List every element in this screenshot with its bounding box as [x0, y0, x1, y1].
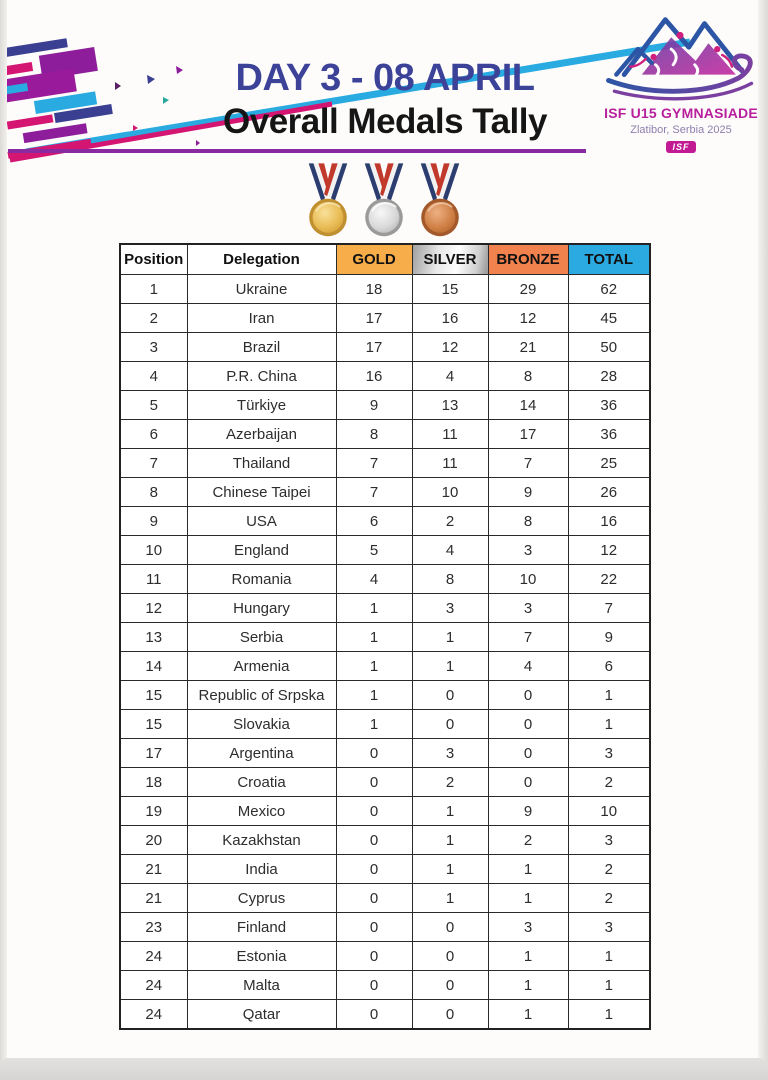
gold-cell: 0: [336, 913, 412, 942]
total-cell: 45: [568, 304, 650, 333]
total-cell: 36: [568, 420, 650, 449]
delegation-cell: Hungary: [187, 594, 336, 623]
gold-cell: 4: [336, 565, 412, 594]
header-divider: [8, 149, 586, 153]
position-cell: 7: [120, 449, 187, 478]
table-row: [120, 913, 650, 942]
bronze-cell: 1: [488, 855, 568, 884]
table-row: [120, 768, 650, 797]
total-cell: 6: [568, 652, 650, 681]
silver-cell: 3: [412, 739, 488, 768]
position-cell: 23: [120, 913, 187, 942]
table-row: [120, 942, 650, 971]
table-header-row: [120, 244, 650, 275]
bronze-cell: 9: [488, 797, 568, 826]
table-row: [120, 420, 650, 449]
total-cell: 22: [568, 565, 650, 594]
gold-cell: 17: [336, 333, 412, 362]
position-cell: 10: [120, 536, 187, 565]
delegation-cell: Argentina: [187, 739, 336, 768]
delegation-cell: Slovakia: [187, 710, 336, 739]
silver-medal-icon: [357, 163, 411, 239]
silver-cell: 1: [412, 855, 488, 884]
silver-cell: 1: [412, 797, 488, 826]
table-row: [120, 826, 650, 855]
table-row: [120, 884, 650, 913]
delegation-column-header: Delegation: [187, 244, 336, 275]
table-row: [120, 362, 650, 391]
silver-cell: 11: [412, 420, 488, 449]
position-cell: 17: [120, 739, 187, 768]
delegation-cell: Qatar: [187, 1000, 336, 1030]
bronze-cell: 1: [488, 1000, 568, 1030]
header-title-block: [150, 58, 620, 142]
position-cell: 20: [120, 826, 187, 855]
medals-table: [119, 243, 651, 1030]
table-row: [120, 536, 650, 565]
position-cell: 19: [120, 797, 187, 826]
table-row: [120, 739, 650, 768]
gold-cell: 1: [336, 710, 412, 739]
total-column-header: TOTAL: [568, 244, 650, 275]
gold-cell: 7: [336, 478, 412, 507]
silver-column-header: SILVER: [412, 244, 488, 275]
delegation-cell: Croatia: [187, 768, 336, 797]
gold-cell: 1: [336, 594, 412, 623]
position-cell: 5: [120, 391, 187, 420]
delegation-cell: India: [187, 855, 336, 884]
table-row: [120, 710, 650, 739]
gold-cell: 1: [336, 681, 412, 710]
position-cell: 3: [120, 333, 187, 362]
gold-cell: 17: [336, 304, 412, 333]
total-cell: 7: [568, 594, 650, 623]
position-cell: 21: [120, 855, 187, 884]
medals-table-body: [120, 275, 650, 1030]
gold-cell: 5: [336, 536, 412, 565]
silver-cell: 0: [412, 681, 488, 710]
table-row: [120, 797, 650, 826]
bronze-cell: 10: [488, 565, 568, 594]
total-cell: 28: [568, 362, 650, 391]
position-cell: 9: [120, 507, 187, 536]
total-cell: 1: [568, 710, 650, 739]
page-title: DAY 3 - 08 APRIL: [235, 57, 535, 99]
position-cell: 4: [120, 362, 187, 391]
bronze-cell: 4: [488, 652, 568, 681]
bronze-cell: 7: [488, 449, 568, 478]
total-cell: 1: [568, 942, 650, 971]
silver-cell: 3: [412, 594, 488, 623]
gold-cell: 0: [336, 768, 412, 797]
total-cell: 3: [568, 739, 650, 768]
bronze-cell: 12: [488, 304, 568, 333]
gold-cell: 9: [336, 391, 412, 420]
bronze-cell: 14: [488, 391, 568, 420]
mountains-athletes-logo-icon: [602, 6, 760, 102]
position-cell: 2: [120, 304, 187, 333]
position-cell: 11: [120, 565, 187, 594]
gold-cell: 0: [336, 739, 412, 768]
table-row: [120, 333, 650, 362]
silver-cell: 8: [412, 565, 488, 594]
bronze-cell: 8: [488, 507, 568, 536]
delegation-cell: Brazil: [187, 333, 336, 362]
logo-location: Zlatibor, Serbia 2025: [630, 124, 732, 136]
delegation-cell: Azerbaijan: [187, 420, 336, 449]
silver-cell: 0: [412, 1000, 488, 1030]
bronze-cell: 3: [488, 594, 568, 623]
position-cell: 13: [120, 623, 187, 652]
bronze-cell: 9: [488, 478, 568, 507]
position-cell: 12: [120, 594, 187, 623]
bronze-cell: 3: [488, 913, 568, 942]
total-cell: 1: [568, 1000, 650, 1030]
silver-cell: 16: [412, 304, 488, 333]
delegation-cell: Finland: [187, 913, 336, 942]
total-cell: 2: [568, 768, 650, 797]
gold-column-header: GOLD: [336, 244, 412, 275]
silver-cell: 15: [412, 275, 488, 304]
bronze-cell: 0: [488, 681, 568, 710]
silver-cell: 4: [412, 362, 488, 391]
table-row: [120, 565, 650, 594]
position-column-header: Position: [120, 244, 187, 275]
position-cell: 24: [120, 1000, 187, 1030]
photo-edge-right: [758, 0, 768, 1080]
delegation-cell: Ukraine: [187, 275, 336, 304]
delegation-cell: P.R. China: [187, 362, 336, 391]
medal-icons-row: [0, 163, 768, 239]
table-row: [120, 594, 650, 623]
delegation-cell: Estonia: [187, 942, 336, 971]
gold-cell: 18: [336, 275, 412, 304]
delegation-cell: Chinese Taipei: [187, 478, 336, 507]
table-row: [120, 507, 650, 536]
bronze-cell: 3: [488, 536, 568, 565]
bronze-cell: 1: [488, 884, 568, 913]
event-logo: [598, 6, 764, 155]
position-cell: 24: [120, 942, 187, 971]
gold-cell: 6: [336, 507, 412, 536]
isf-badge: ISF: [666, 141, 695, 153]
gold-cell: 16: [336, 362, 412, 391]
delegation-cell: USA: [187, 507, 336, 536]
delegation-cell: England: [187, 536, 336, 565]
total-cell: 12: [568, 536, 650, 565]
delegation-cell: Romania: [187, 565, 336, 594]
delegation-cell: Thailand: [187, 449, 336, 478]
medals-table-wrap: [119, 243, 651, 1030]
table-row: [120, 971, 650, 1000]
bronze-cell: 1: [488, 942, 568, 971]
bronze-cell: 21: [488, 333, 568, 362]
position-cell: 21: [120, 884, 187, 913]
silver-cell: 10: [412, 478, 488, 507]
total-cell: 62: [568, 275, 650, 304]
silver-cell: 0: [412, 710, 488, 739]
delegation-cell: Armenia: [187, 652, 336, 681]
table-row: [120, 304, 650, 333]
bronze-cell: 29: [488, 275, 568, 304]
delegation-cell: Republic of Srpska: [187, 681, 336, 710]
position-cell: 24: [120, 971, 187, 1000]
gold-cell: 0: [336, 1000, 412, 1030]
page-subtitle: Overall Medals Tally: [223, 101, 547, 141]
bronze-cell: 7: [488, 623, 568, 652]
delegation-cell: Mexico: [187, 797, 336, 826]
gold-cell: 1: [336, 652, 412, 681]
bronze-cell: 1: [488, 971, 568, 1000]
delegation-cell: Malta: [187, 971, 336, 1000]
total-cell: 2: [568, 884, 650, 913]
table-row: [120, 1000, 650, 1030]
silver-cell: 2: [412, 768, 488, 797]
total-cell: 36: [568, 391, 650, 420]
total-cell: 1: [568, 681, 650, 710]
table-row: [120, 275, 650, 304]
total-cell: 9: [568, 623, 650, 652]
total-cell: 25: [568, 449, 650, 478]
gold-medal-icon: [301, 163, 355, 239]
total-cell: 3: [568, 826, 650, 855]
silver-cell: 1: [412, 884, 488, 913]
table-row: [120, 449, 650, 478]
silver-cell: 12: [412, 333, 488, 362]
silver-cell: 11: [412, 449, 488, 478]
photo-edge-left: [0, 0, 7, 1080]
gold-cell: 1: [336, 623, 412, 652]
table-row: [120, 855, 650, 884]
bronze-cell: 0: [488, 710, 568, 739]
bronze-cell: 8: [488, 362, 568, 391]
gold-cell: 0: [336, 797, 412, 826]
bronze-column-header: BRONZE: [488, 244, 568, 275]
table-row: [120, 478, 650, 507]
bronze-cell: 17: [488, 420, 568, 449]
delegation-cell: Iran: [187, 304, 336, 333]
gold-cell: 8: [336, 420, 412, 449]
total-cell: 3: [568, 913, 650, 942]
delegation-cell: Serbia: [187, 623, 336, 652]
gold-cell: 7: [336, 449, 412, 478]
position-cell: 18: [120, 768, 187, 797]
total-cell: 1: [568, 971, 650, 1000]
delegation-cell: Türkiye: [187, 391, 336, 420]
position-cell: 15: [120, 681, 187, 710]
delegation-cell: Kazakhstan: [187, 826, 336, 855]
gold-cell: 0: [336, 971, 412, 1000]
position-cell: 8: [120, 478, 187, 507]
bronze-medal-icon: [413, 163, 467, 239]
total-cell: 2: [568, 855, 650, 884]
total-cell: 10: [568, 797, 650, 826]
table-row: [120, 623, 650, 652]
total-cell: 50: [568, 333, 650, 362]
bronze-cell: 0: [488, 768, 568, 797]
total-cell: 26: [568, 478, 650, 507]
position-cell: 1: [120, 275, 187, 304]
silver-cell: 1: [412, 826, 488, 855]
gold-cell: 0: [336, 855, 412, 884]
position-cell: 15: [120, 710, 187, 739]
gold-cell: 0: [336, 942, 412, 971]
bronze-cell: 0: [488, 739, 568, 768]
table-row: [120, 391, 650, 420]
silver-cell: 1: [412, 623, 488, 652]
silver-cell: 4: [412, 536, 488, 565]
gold-cell: 0: [336, 826, 412, 855]
table-row: [120, 652, 650, 681]
silver-cell: 0: [412, 971, 488, 1000]
silver-cell: 0: [412, 942, 488, 971]
delegation-cell: Cyprus: [187, 884, 336, 913]
silver-cell: 13: [412, 391, 488, 420]
silver-cell: 1: [412, 652, 488, 681]
position-cell: 14: [120, 652, 187, 681]
gold-cell: 0: [336, 884, 412, 913]
silver-cell: 0: [412, 913, 488, 942]
logo-title: ISF U15 GYMNASIADE: [604, 105, 758, 121]
table-row: [120, 681, 650, 710]
position-cell: 6: [120, 420, 187, 449]
photo-edge-bottom: [0, 1058, 768, 1080]
bronze-cell: 2: [488, 826, 568, 855]
total-cell: 16: [568, 507, 650, 536]
silver-cell: 2: [412, 507, 488, 536]
